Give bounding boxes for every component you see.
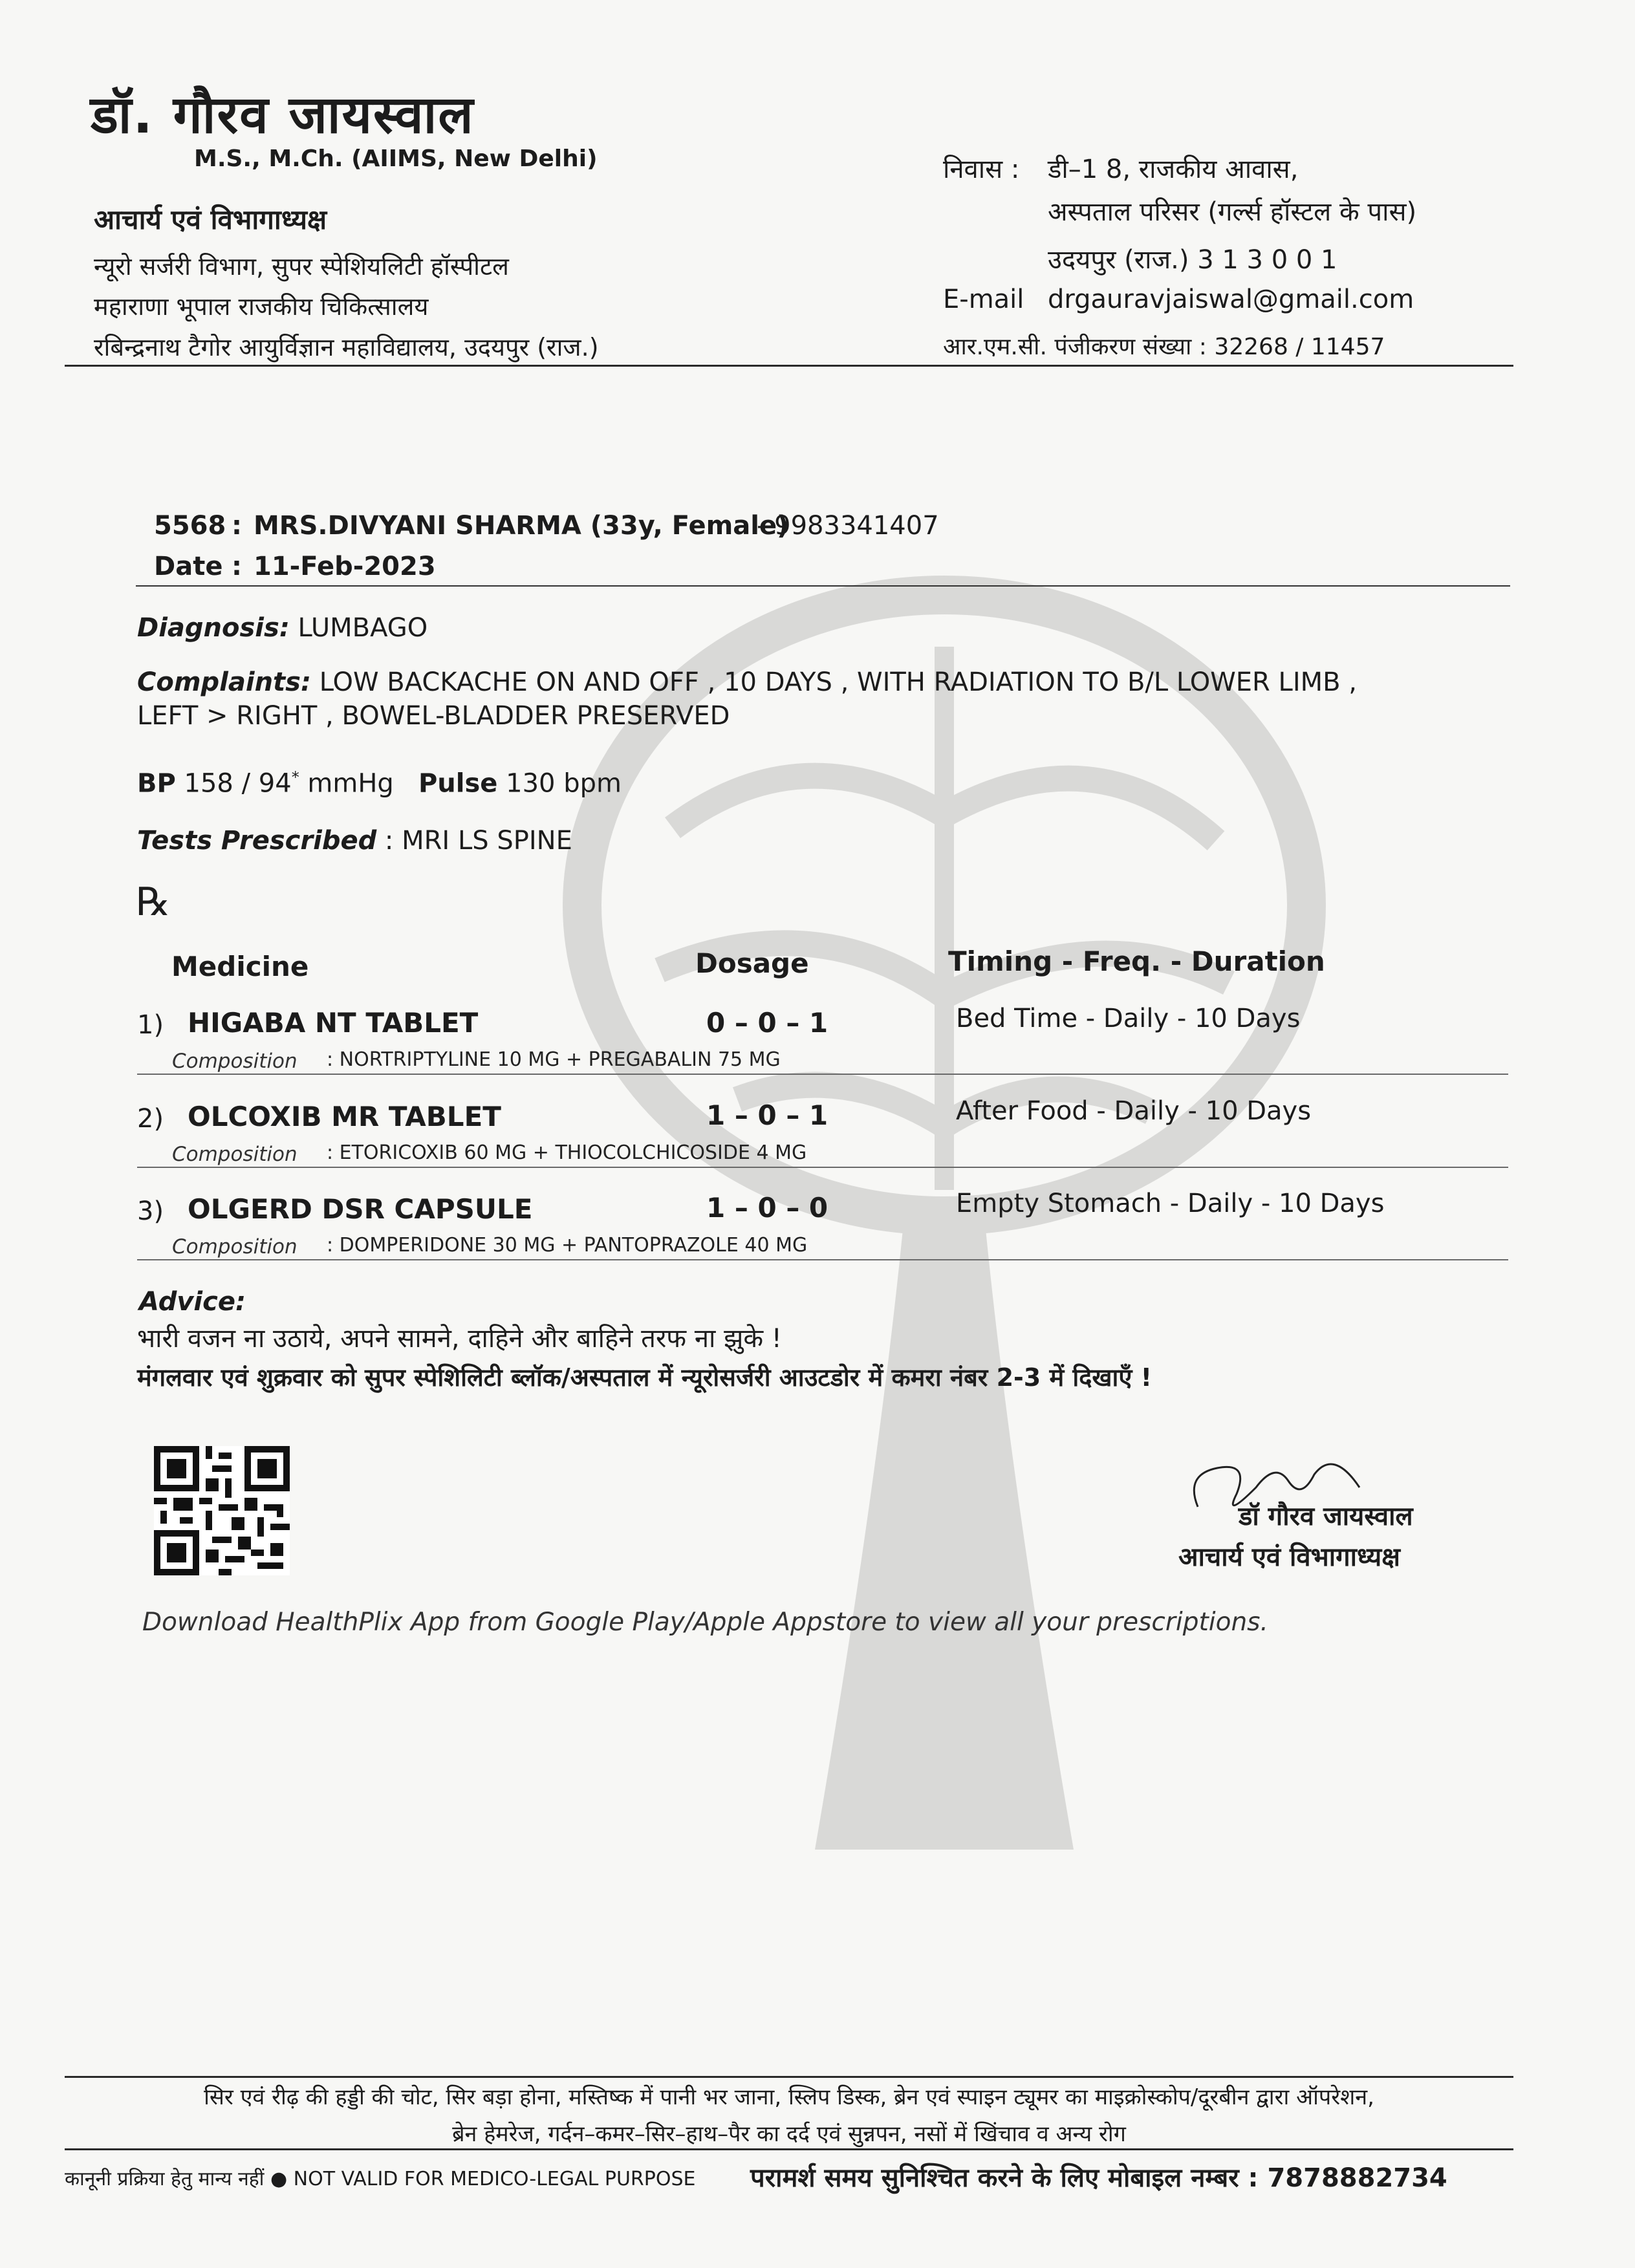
separator-colon: : <box>232 511 242 541</box>
medicine-composition: : NORTRIPTYLINE 10 MG + PREGABALIN 75 MG <box>327 1048 781 1071</box>
signature-name: डॉ गौरव जायस्वाल <box>1239 1502 1413 1531</box>
complaints-line2: LEFT > RIGHT , BOWEL-BLADDER PRESERVED <box>137 701 730 731</box>
medicine-number: 1) <box>137 1010 164 1040</box>
medicine-name: HIGABA NT TABLET <box>188 1007 479 1039</box>
footer-divider-top <box>65 2076 1513 2078</box>
advice-heading: Advice: <box>139 1287 246 1317</box>
complaints-label: Complaints <box>137 667 301 697</box>
medicine-dosage: 0 – 0 – 1 <box>706 1007 828 1039</box>
medicine-dosage: 1 – 0 – 0 <box>706 1192 828 1224</box>
complaints-row: Complaints: LOW BACKACHE ON AND OFF , 10 DAYS , WITH RADIATION TO B/L LOWER LIMB , <box>137 667 1358 697</box>
medicine-timing: Bed Time - Daily - 10 Days <box>956 1004 1301 1033</box>
college: रबिन्द्रनाथ टैगोर आयुर्विज्ञान महाविद्यालय, उदयपुर (राज.) <box>94 333 599 362</box>
composition-label: Composition <box>172 1143 298 1166</box>
pulse-value: 130 bpm <box>506 768 622 799</box>
email-label: E-mail <box>943 285 1024 314</box>
medicine-timing: Empty Stomach - Daily - 10 Days <box>956 1189 1385 1218</box>
tests-label: Tests Prescribed <box>137 826 377 856</box>
qr-code[interactable] <box>154 1446 290 1575</box>
composition-label: Composition <box>172 1235 298 1258</box>
legal-disclaimer <box>65 2165 695 2191</box>
date-value: 11-Feb-2023 <box>254 552 436 581</box>
complaints-line1: LOW BACKACHE ON AND OFF , 10 DAYS , WITH RADIATION TO B/L LOWER LIMB , <box>319 667 1358 697</box>
medicine-name: OLGERD DSR CAPSULE <box>188 1193 533 1225</box>
footer-services-line1: सिर एवं रीढ़ की हड्डी की चोट, सिर बड़ा होना, मस्तिष्क में पानी भर जाना, स्लिप डिस्क, ब्रेन एवं स्पाइन ट्यूमर का माइक्रोस्कोप/दूरबीन द्वारा ऑपरेशन, <box>204 2084 1374 2110</box>
doctor-name: डॉ. गौरव जायस्वाल <box>91 85 475 145</box>
hospital: महाराणा भूपाल राजकीय चिकित्सालय <box>94 292 429 321</box>
advice-line1: भारी वजन ना उठाये, अपने सामने, दाहिने और बाहिने तरफ ना झुके ! <box>137 1324 782 1354</box>
appointment-mobile: परामर्श समय सुनिश्चित करने के लिए मोबाइल नम्बर : 7878882734 <box>750 2163 1447 2193</box>
row-divider <box>137 1259 1508 1260</box>
diagnosis-row: Diagnosis: LUMBAGO <box>137 613 428 643</box>
medicine-name: OLCOXIB MR TABLET <box>188 1101 501 1132</box>
column-medicine: Medicine <box>171 951 309 982</box>
registration-number: आर.एम.सी. पंजीकरण संख्या : 32268 / 11457 <box>943 334 1385 360</box>
separator-colon: : <box>232 552 242 581</box>
legal-hindi: कानूनी प्रक्रिया हेतु मान्य नहीं <box>65 2168 265 2190</box>
advice-line2: मंगलवार एवं शुक्रवार को सुपर स्पेशिलिटी ब्लॉक/अस्पताल में न्यूरोसर्जरी आउटडोर में कमरा नंबर 2-3 में दिखाएँ ! <box>137 1363 1152 1392</box>
rx-symbol: ℞ <box>136 880 171 925</box>
bp-unit: mmHg <box>307 768 394 799</box>
tests-row: Tests Prescribed : MRI LS SPINE <box>137 826 572 856</box>
medicine-composition: : DOMPERIDONE 30 MG + PANTOPRAZOLE 40 MG <box>327 1234 808 1257</box>
advice-label: Advice <box>139 1287 235 1317</box>
legal-english: ● NOT VALID FOR MEDICO-LEGAL PURPOSE <box>270 2168 696 2190</box>
tests-value: MRI LS SPINE <box>402 826 572 856</box>
header-divider <box>65 365 1513 367</box>
medicine-number: 3) <box>137 1196 164 1226</box>
signature-title: आचार्य एवं विभागाध्यक्ष <box>1178 1542 1400 1572</box>
date-label: Date <box>154 552 223 581</box>
patient-divider <box>136 585 1510 587</box>
row-divider <box>137 1167 1508 1168</box>
medicine-dosage: 1 – 0 – 1 <box>706 1099 828 1131</box>
residence-line3: उदयपुर (राज.) 3 1 3 0 0 1 <box>1048 245 1337 275</box>
footer-services-line2: ब्रेन हेमरेज, गर्दन–कमर–सिर–हाथ–पैर का दर्द एवं सुन्नपन, नसों में खिंचाव व अन्य रोग <box>452 2121 1126 2147</box>
patient-phone: - 9983341407 <box>757 511 939 541</box>
healthplix-note: Download HealthPlix App from Google Play/Apple Appstore to view all your prescriptions. <box>142 1608 1268 1637</box>
residence-label: निवास : <box>943 155 1020 184</box>
residence-line1: डी–1 8, राजकीय आवास, <box>1048 155 1299 184</box>
composition-label: Composition <box>172 1050 298 1073</box>
footer-divider-bottom <box>65 2148 1513 2150</box>
column-dosage: Dosage <box>695 947 809 979</box>
patient-id: 5568 <box>154 511 226 541</box>
medicine-timing: After Food - Daily - 10 Days <box>956 1096 1312 1126</box>
vitals-row <box>137 768 622 798</box>
bp-label: BP <box>137 768 176 799</box>
medicine-number: 2) <box>137 1104 164 1134</box>
qualifications: M.S., M.Ch. (AIIMS, New Delhi) <box>194 146 598 172</box>
row-divider <box>137 1074 1508 1075</box>
pulse-label: Pulse <box>418 768 498 799</box>
diagnosis-value: LUMBAGO <box>298 613 428 643</box>
column-timing: Timing - Freq. - Duration <box>948 945 1325 977</box>
designation: आचार्य एवं विभागाध्यक्ष <box>94 204 327 235</box>
email-link[interactable]: drgauravjaiswal@gmail.com <box>1048 285 1414 314</box>
bp-mark: * <box>291 768 299 786</box>
residence-line2: अस्पताल परिसर (गर्ल्स हॉस्टल के पास) <box>1048 197 1417 227</box>
patient-name: MRS.DIVYANI SHARMA (33y, Female) <box>254 511 789 541</box>
diagnosis-label: Diagnosis <box>137 613 279 643</box>
department: न्यूरो सर्जरी विभाग, सुपर स्पेशियलिटी हॉस्पीटल <box>94 252 509 281</box>
medicine-composition: : ETORICOXIB 60 MG + THIOCOLCHICOSIDE 4 MG <box>327 1141 807 1164</box>
bp-value: 158 / 94 <box>184 768 292 799</box>
